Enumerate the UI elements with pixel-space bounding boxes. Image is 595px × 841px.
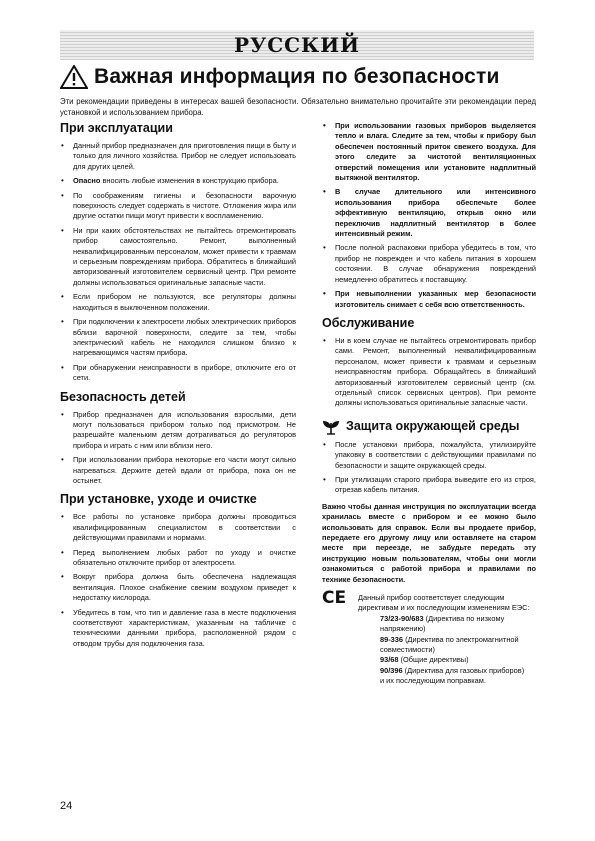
directive-item: 90/396 (Директива для газовых приборов): [380, 665, 525, 675]
directive-item: 93/68 (Общие директивы): [380, 655, 469, 665]
section-title-child-safety: Безопасность детей: [60, 389, 186, 404]
list-item: • Перед выполнением любых работ по уходу и очистке обязательно отключите прибор от электросети.: [60, 548, 296, 569]
page-title-text: Важная информация по безопасности: [94, 65, 500, 88]
ce-mark-icon: CE: [322, 588, 347, 609]
keep-manual-notice: Важно чтобы данная инструкция по эксплуатации всегда хранилась вместе с прибором и ее можно было использовать для справок. Если вы продаете прибор, передаете его другому лицу или оставляете на старом месте при переезде, не забудьте передать эту инструкцию новым пользователям, чтобы они могли ознакомиться с работой прибора и правилами по технике безопасности.: [322, 501, 536, 584]
left-column: [60, 121, 296, 655]
child-safety-list: [60, 410, 296, 487]
list-item: • Убедитесь в том, что тип и давление газа в месте подключения соответствуют характеристикам, указанным на табличке с техническими данными прибора, расположенной рядом с отводом трубы для подключения газа.: [60, 608, 296, 650]
directive-item: 89-336 (Директива по электромагнитной совместимости): [380, 634, 519, 655]
list-item: • После полной распаковки прибора убедитесь в том, что прибор не поврежден и что кабель питания в хорошем состоянии. В случае обнаружения повреждений немедленно обратитесь к поставщику.: [322, 243, 536, 285]
leaf-icon: [322, 419, 340, 435]
right-column: [322, 121, 536, 687]
ce-intro: Данный прибор соответствует следующим директивам и их последующим изменениям ЕЭС:: [358, 593, 530, 613]
environment-heading: [322, 419, 536, 435]
operation-list: [60, 141, 296, 384]
list-item: • При использовании прибора некоторые его части могут сильно нагреваться. Держите детей вдали от прибора, пока он не остынет.: [60, 455, 296, 486]
ce-outro: и их последующим поправкам.: [380, 676, 486, 686]
list-item: • После установки прибора, пожалуйста, утилизируйте упаковку в соответствии с действующими правилами по безопасности и защите окружающей среды.: [322, 440, 536, 471]
list-item: • При подключении к электросети любых электрических приборов вблизи варочной поверхности, следите за тем, чтобы электрический кабель не находился слишком близко к нагревающимся частям прибора.: [60, 317, 296, 359]
list-item: • Все работы по установке прибора должны проводиться квалифицированным специалистом в соответствии с действующими правилами и нормами.: [60, 512, 296, 543]
ce-compliance: [322, 588, 536, 687]
list-item: • Вокруг прибора должна быть обеспечена надлежащая вентиляция. Плохое снабжение свежим воздухом приведет к недостатку кислорода.: [60, 572, 296, 603]
service-list: [322, 336, 536, 409]
gas-list: [322, 121, 536, 310]
list-item: • При обнаружении неисправности в приборе, отключите его от сети.: [60, 363, 296, 384]
list-item: • При использовании газовых приборов выделяется тепло и влага. Следите за тем, чтобы к прибору был обеспечен постоянный приток свежего воздуха. Для этого следите за чистотой вентиляционных отверстий помещения или установите надплитный вытяжной вентилятор.: [322, 121, 536, 183]
section-title-service: Обслуживание: [322, 315, 415, 330]
list-item: • При утилизации старого прибора выведите его из строя, отрезав кабель питания.: [322, 475, 536, 496]
page-title: [60, 64, 540, 90]
section-title-operation: При эксплуатации: [60, 121, 173, 135]
list-item: • Опасно вносить любые изменения в конструкцию прибора.: [60, 176, 296, 186]
list-item: • Данный прибор предназначен для приготовления пищи в быту и только для личного хозяйства. Прибор не следует использовать для других целей.: [60, 141, 296, 172]
environment-list: [322, 440, 536, 496]
language-banner: [60, 30, 534, 60]
list-item: • При невыполнении указанных мер безопасности изготовитель снимает с себя всю ответственность.: [322, 289, 536, 310]
list-item: • В случае длительного или интенсивного использования прибора обеспечьте более эффективную вентиляцию, открыв окно или переключив надплитный вентилятор в более интенсивный режим.: [322, 187, 536, 239]
list-item: • Если прибором не пользуются, все регуляторы должны находиться в выключенном положении.: [60, 292, 296, 313]
page-number: 24: [60, 800, 73, 812]
list-item: • Прибор предназначен для использования взрослыми, дети могут пользоваться прибором только под присмотром. Не разрешайте маленьким детям дотрагиваться до регуляторов прибора и играть с ним или вблизи него.: [60, 410, 296, 452]
warning-icon: [60, 65, 88, 89]
directive-item: 73/23-90/683 (Директива по низкому напряжению): [380, 613, 505, 634]
list-item: • Ни при каких обстоятельствах не пытайтесь отремонтировать прибор самостоятельно. Ремонт, выполненный неквалифицированным персоналом, может привести к травмам и серьезным повреждениям прибора. Обратитесь в ближайший авторизованный изготовителем сервисный центр. При ремонте должны использоваться оригинальные запасные части.: [60, 226, 296, 288]
list-item: • Ни в коем случае не пытайтесь отремонтировать прибор сами. Ремонт, выполненный неквалифицированным персоналом, может привести к травмам и серьезным неисправностям прибора. Обращайтесь в ближайший авторизованный изготовителем сервисный центр (см. отдельный список сервисных центров). При ремонте должны использоваться оригинальные запасные части.: [322, 336, 536, 409]
language-label: РУССКИЙ: [233, 33, 361, 57]
section-title-environment: Защита окружающей среды: [346, 419, 520, 434]
section-title-installation: При установке, уходе и очистке: [60, 492, 257, 507]
intro-paragraph: Эти рекомендации приведены в интересах вашей безопасности. Обязательно внимательно прочитайте эти рекомендации перед установкой и использованием прибора.: [60, 97, 536, 117]
list-item: • По соображениям гигиены и безопасности варочную поверхность следует содержать в чистоте. Отложения жира или другие остатки пищи могут привести к воспламенению.: [60, 191, 296, 222]
installation-list: [60, 512, 296, 649]
